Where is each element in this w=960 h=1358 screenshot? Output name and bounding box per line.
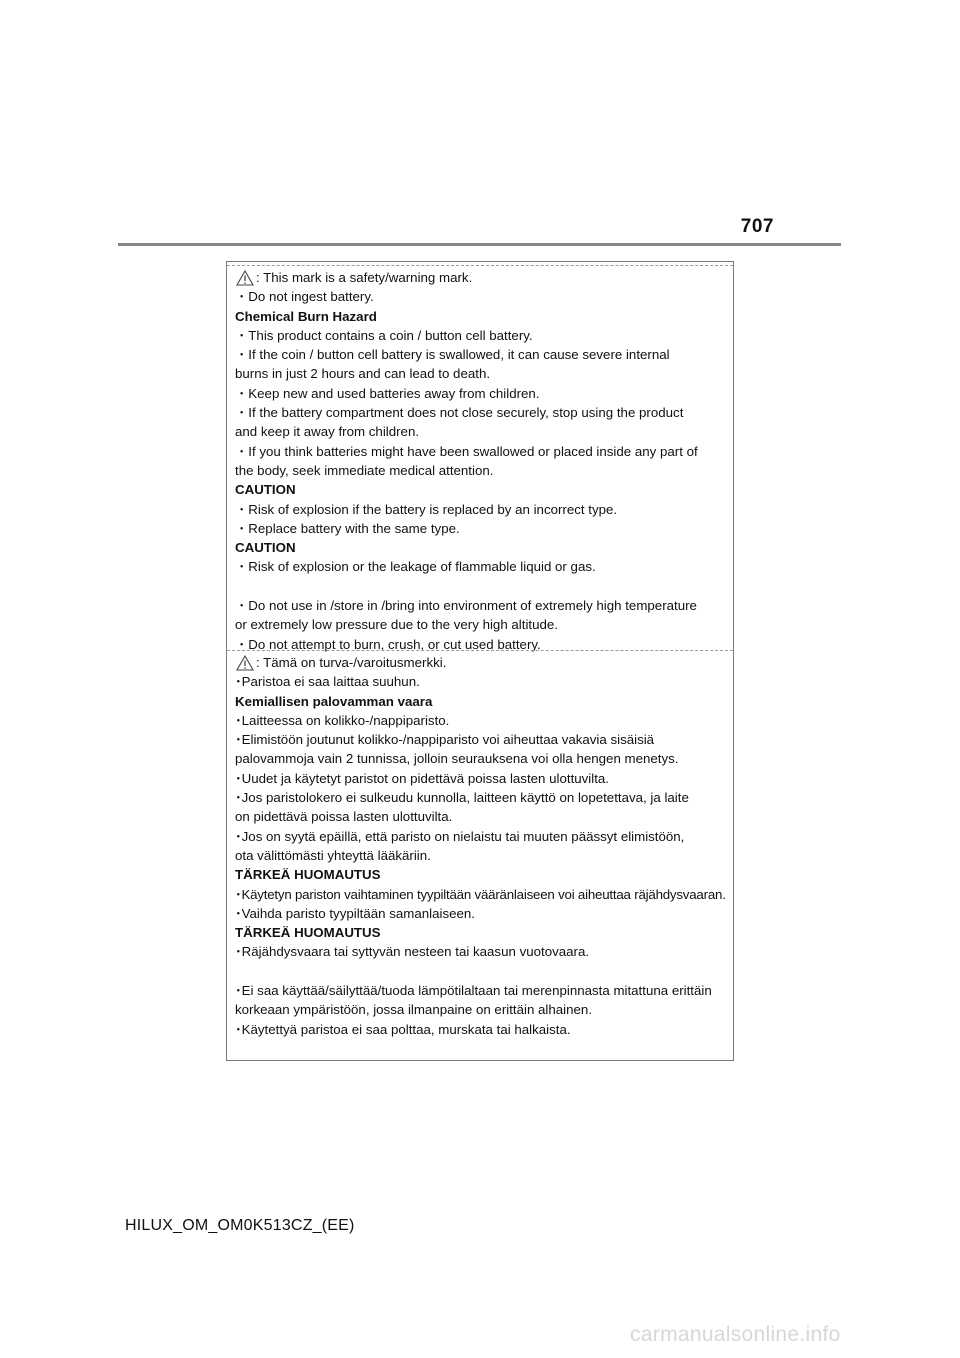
notice-heading: Kemiallisen palovamman vaara bbox=[235, 693, 433, 709]
notice-line: ･Jos paristolokero ei sulkeudu kunnolla, laitteen käyttö on lopetettava, ja laite bbox=[235, 790, 689, 806]
notice-line: ・Keep new and used batteries away from children. bbox=[235, 385, 540, 401]
notice-line: ･Käytettyä paristoa ei saa polttaa, murskata tai halkaista. bbox=[235, 1021, 571, 1037]
battery-notice-box bbox=[226, 261, 734, 1061]
section-divider bbox=[227, 650, 733, 651]
warning-mark-text-fi: : Tämä on turva-/varoitusmerkki. bbox=[256, 655, 447, 670]
warning-triangle-icon bbox=[236, 270, 254, 286]
page-number: 707 bbox=[740, 216, 774, 237]
notice-line: ・If the coin / button cell battery is swallowed, it can cause severe internal bbox=[235, 347, 670, 363]
notice-line: ･Laitteessa on kolikko-/nappiparisto. bbox=[235, 712, 450, 728]
notice-line: or extremely low pressure due to the very high altitude. bbox=[235, 617, 558, 633]
notice-line: palovammoja vain 2 tunnissa, jolloin seurauksena voi olla hengen menetys. bbox=[235, 751, 679, 767]
notice-line: ・Risk of explosion if the battery is replaced by an incorrect type. bbox=[235, 501, 618, 517]
notice-heading: CAUTION bbox=[235, 482, 296, 498]
notice-line: korkeaan ympäristöön, jossa ilmanpaine on erittäin alhainen. bbox=[235, 1002, 593, 1018]
notice-line: ･Paristoa ei saa laittaa suuhun. bbox=[235, 674, 420, 690]
notice-line: ･Uudet ja käytetyt paristot on pidettävä poissa lasten ulottuvilta. bbox=[235, 770, 610, 786]
notice-finnish bbox=[235, 653, 729, 1039]
notice-line: ･Vaihda paristo tyypiltään samanlaiseen. bbox=[235, 905, 475, 921]
notice-line: the body, seek immediate medical attention. bbox=[235, 462, 494, 478]
notice-top-edge bbox=[227, 265, 733, 266]
notice-line: ･Elimistöön joutunut kolikko-/nappiparisto voi aiheuttaa vakavia sisäisiä bbox=[235, 732, 655, 748]
notice-line: ･Käytetyn pariston vaihtaminen tyypiltään vääränlaiseen voi aiheuttaa räjähdysvaaran. bbox=[235, 886, 726, 902]
warning-mark-text: : This mark is a safety/warning mark. bbox=[256, 270, 473, 285]
notice-line: on pidettävä poissa lasten ulottuvilta. bbox=[235, 809, 453, 825]
notice-line: ･Ei saa käyttää/säilyttää/tuoda lämpötilaltaan tai merenpinnasta mitattuna erittäin bbox=[235, 983, 712, 999]
blank-line bbox=[235, 962, 729, 981]
notice-english bbox=[235, 268, 729, 654]
notice-heading: TÄRKEÄ HUOMAUTUS bbox=[235, 925, 381, 941]
warning-triangle-icon bbox=[236, 655, 254, 671]
notice-line: and keep it away from children. bbox=[235, 424, 420, 440]
notice-line: ・If the battery compartment does not close securely, stop using the product bbox=[235, 405, 684, 421]
notice-line: ・This product contains a coin / button cell battery. bbox=[235, 327, 533, 343]
finnish-lines bbox=[235, 672, 729, 1039]
notice-line: ota välittömästi yhteyttä lääkäriin. bbox=[235, 847, 431, 863]
notice-heading: TÄRKEÄ HUOMAUTUS bbox=[235, 867, 381, 883]
document-code: HILUX_OM_OM0K513CZ_(EE) bbox=[125, 1217, 355, 1234]
notice-line: ・If you think batteries might have been swallowed or placed inside any part of bbox=[235, 443, 698, 459]
notice-line: ・Do not attempt to burn, crush, or cut used battery. bbox=[235, 636, 541, 652]
notice-heading: CAUTION bbox=[235, 540, 296, 556]
notice-line: ･Räjähdysvaara tai syttyvän nesteen tai kaasun vuotovaara. bbox=[235, 944, 590, 960]
notice-line: burns in just 2 hours and can lead to death. bbox=[235, 366, 491, 382]
notice-line: ・Risk of explosion or the leakage of flammable liquid or gas. bbox=[235, 559, 596, 575]
notice-line: ・Do not ingest battery. bbox=[235, 289, 374, 305]
notice-line: ･Jos on syytä epäillä, että paristo on nielaistu tai muuten päässyt elimistöön, bbox=[235, 828, 685, 844]
watermark: carmanualsonline.info bbox=[630, 1323, 841, 1346]
notice-line: ・Replace battery with the same type. bbox=[235, 520, 460, 536]
warning-mark-line bbox=[235, 268, 729, 287]
blank-line bbox=[235, 577, 729, 596]
notice-heading: Chemical Burn Hazard bbox=[235, 308, 377, 324]
english-lines bbox=[235, 287, 729, 654]
warning-mark-line-fi bbox=[235, 653, 729, 672]
notice-line: ・Do not use in /store in /bring into environment of extremely high temperature bbox=[235, 598, 697, 614]
header-rule bbox=[118, 243, 841, 246]
